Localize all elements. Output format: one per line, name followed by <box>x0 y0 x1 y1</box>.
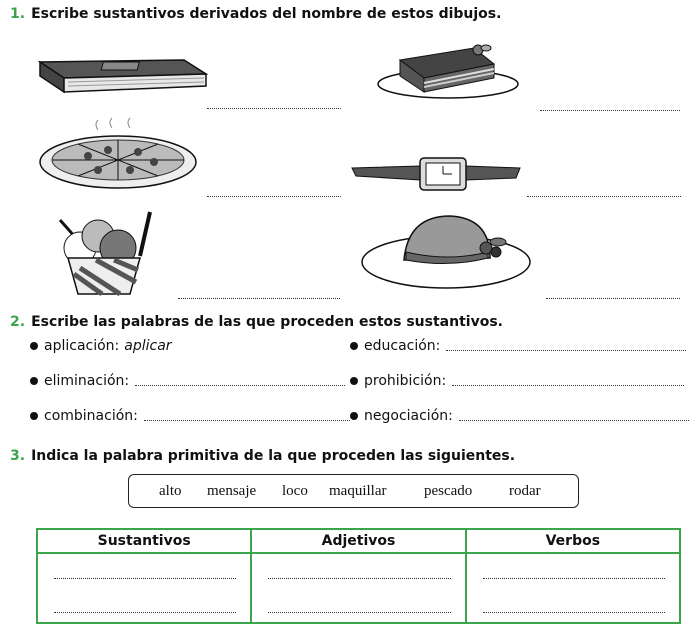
answer-line-watch[interactable] <box>527 196 681 197</box>
answer-line-cake[interactable] <box>540 110 680 111</box>
derived-noun: eliminación: <box>44 373 130 389</box>
derived-noun: combinación: <box>44 408 138 424</box>
bullet-icon <box>350 342 358 350</box>
list-item <box>350 373 684 389</box>
derived-noun: aplicación: <box>44 338 120 354</box>
list-item <box>30 373 345 389</box>
table-row <box>37 553 680 623</box>
column-header-verbos: Verbos <box>466 529 680 553</box>
answer-line-ice-cream[interactable] <box>178 298 340 299</box>
answer-cell-adjetivos[interactable] <box>251 553 465 623</box>
word-bank-word: maquillar <box>329 483 387 499</box>
word-bank <box>128 474 579 508</box>
bullet-icon <box>30 377 38 385</box>
section-number: 2. <box>10 314 26 330</box>
word-bank-word: mensaje <box>207 483 257 499</box>
answer-cell-sustantivos[interactable] <box>37 553 251 623</box>
word-bank-word: pescado <box>424 483 473 499</box>
bullet-icon <box>30 412 38 420</box>
derived-noun: prohibición: <box>364 373 447 389</box>
answer-line[interactable] <box>446 350 686 351</box>
ice-cream-illustration <box>40 208 168 298</box>
pizza-illustration <box>38 116 200 190</box>
hat-illustration <box>358 208 534 294</box>
section-number: 3. <box>10 448 26 464</box>
answer-line-pizza[interactable] <box>207 196 341 197</box>
answer-line[interactable] <box>135 385 345 386</box>
list-item <box>350 338 686 354</box>
derived-noun: negociación: <box>364 408 453 424</box>
answer-cell-verbos[interactable] <box>466 553 680 623</box>
section-3-heading <box>10 448 515 464</box>
answer-line-hat[interactable] <box>546 298 680 299</box>
answer-line-book[interactable] <box>207 108 341 109</box>
classification-table <box>36 528 681 624</box>
answer-line[interactable] <box>459 420 689 421</box>
section-2-heading <box>10 314 503 330</box>
word-bank-word: loco <box>282 483 308 499</box>
book-illustration <box>34 52 210 96</box>
section-instruction: Indica la palabra primitiva de la que proceden las siguientes. <box>31 448 516 464</box>
bullet-icon <box>30 342 38 350</box>
derived-noun: educación: <box>364 338 441 354</box>
section-instruction: Escribe sustantivos derivados del nombre de estos dibujos. <box>31 6 502 22</box>
table-header-row <box>37 529 680 553</box>
list-item <box>30 338 172 354</box>
column-header-adjetivos: Adjetivos <box>251 529 465 553</box>
answer-text: aplicar <box>124 338 172 354</box>
cake-illustration <box>374 38 524 104</box>
bullet-icon <box>350 377 358 385</box>
bullet-icon <box>350 412 358 420</box>
word-bank-word: alto <box>159 483 182 499</box>
section-1-heading <box>10 6 501 22</box>
word-bank-word: rodar <box>509 483 541 499</box>
column-header-sustantivos: Sustantivos <box>37 529 251 553</box>
answer-line[interactable] <box>452 385 684 386</box>
answer-line[interactable] <box>144 420 350 421</box>
list-item <box>30 408 350 424</box>
watch-illustration <box>348 152 524 192</box>
section-instruction: Escribe las palabras de las que proceden estos sustantivos. <box>31 314 503 330</box>
section-number: 1. <box>10 6 26 22</box>
list-item <box>350 408 689 424</box>
